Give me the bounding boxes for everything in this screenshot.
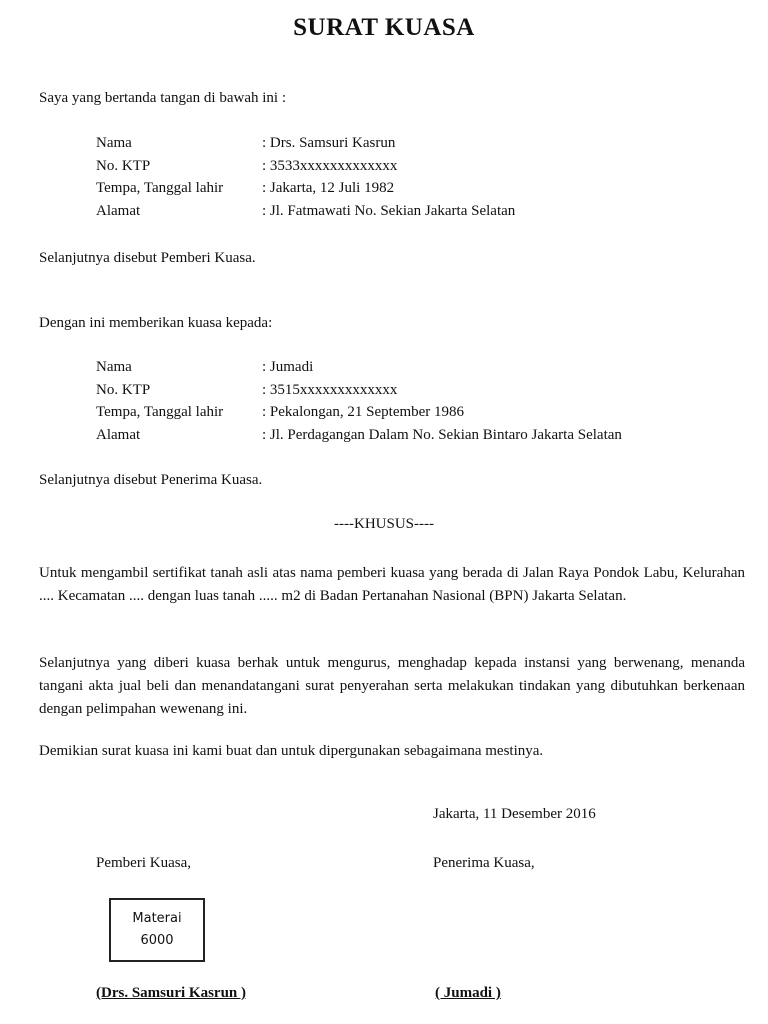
- paragraph-purpose: Untuk mengambil sertifikat tanah asli atas nama pemberi kuasa yang berada di Jalan Raya Pondok Labu, Kelurahan .... Kecamatan .... dengan luas tanah ..... m2 di Badan Pertanahan Nasional (BPN) Jakarta Selatan.: [39, 565, 745, 604]
- giver-ktp-value: : 3533xxxxxxxxxxxxx: [262, 158, 398, 174]
- khusus-heading: ----KHUSUS----: [334, 516, 434, 532]
- document-title: SURAT KUASA: [293, 14, 475, 41]
- receiver-name-label: Nama: [96, 359, 132, 375]
- receiver-after-text: Selanjutnya disebut Penerima Kuasa.: [39, 472, 263, 488]
- receiver-address-label: Alamat: [96, 427, 141, 443]
- giver-name-value: : Drs. Samsuri Kasrun: [262, 135, 396, 151]
- giver-row-address: [96, 203, 515, 225]
- giver-row-name: [96, 135, 395, 157]
- giver-row-birth: [96, 180, 394, 202]
- receiver-ktp-label: No. KTP: [96, 382, 151, 398]
- paragraph-closing: Demikian surat kuasa ini kami buat dan untuk dipergunakan sebagaimana mestinya.: [39, 743, 544, 759]
- receiver-birth-label: Tempa, Tanggal lahir: [96, 404, 224, 420]
- grant-intro-text: Dengan ini memberikan kuasa kepada:: [39, 315, 273, 331]
- giver-birth-value: : Jakarta, 12 Juli 1982: [262, 180, 395, 196]
- giver-ktp-label: No. KTP: [96, 158, 151, 174]
- receiver-row-address: [96, 427, 622, 449]
- receiver-address-value: : Jl. Perdagangan Dalam No. Sekian Bintaro Jakarta Selatan: [262, 427, 622, 443]
- giver-row-ktp: [96, 158, 397, 180]
- receiver-ktp-value: : 3515xxxxxxxxxxxxx: [262, 382, 398, 398]
- giver-address-value: : Jl. Fatmawati No. Sekian Jakarta Selatan: [262, 203, 516, 219]
- place-date: Jakarta, 11 Desember 2016: [433, 806, 596, 822]
- receiver-row-name: [96, 359, 313, 381]
- giver-name-label: Nama: [96, 135, 132, 151]
- giver-signature-label: Pemberi Kuasa,: [96, 855, 191, 871]
- paragraph-authority: Selanjutnya yang diberi kuasa berhak untuk mengurus, menghadap kepada instansi yang berwenang, menanda tangani akta jual beli dan menandatangani surat penyerahan serta melakukan tindakan yang dibutuhkan berkenaan dengan pelimpahan wewenang ini.: [39, 655, 745, 717]
- materai-label: Materai: [132, 911, 182, 926]
- receiver-birth-value: : Pekalongan, 21 September 1986: [262, 404, 465, 420]
- giver-after-text: Selanjutnya disebut Pemberi Kuasa.: [39, 250, 256, 266]
- giver-birth-label: Tempa, Tanggal lahir: [96, 180, 224, 196]
- materai-stamp-box: [109, 898, 205, 962]
- giver-address-label: Alamat: [96, 203, 141, 219]
- giver-signature-name: (Drs. Samsuri Kasrun ): [96, 985, 247, 1001]
- receiver-name-value: : Jumadi: [262, 359, 314, 375]
- receiver-row-ktp: [96, 382, 397, 404]
- materai-value: 6000: [140, 933, 174, 948]
- receiver-signature-name: ( Jumadi ): [435, 985, 501, 1001]
- receiver-row-birth: [96, 404, 464, 426]
- receiver-signature-label: Penerima Kuasa,: [433, 855, 535, 871]
- intro-text: Saya yang bertanda tangan di bawah ini :: [39, 90, 287, 106]
